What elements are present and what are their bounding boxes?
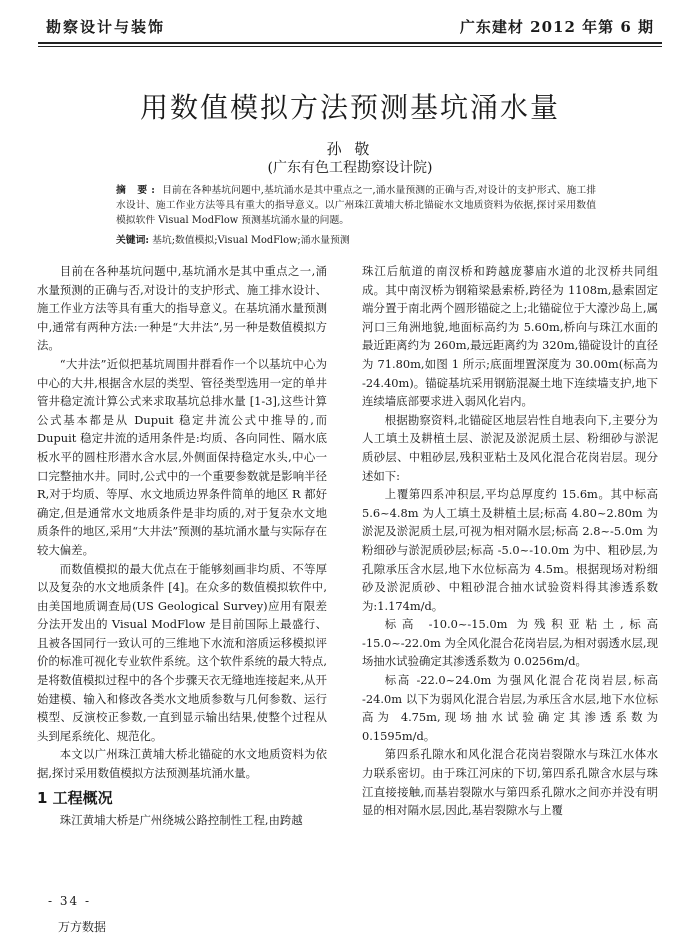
body-paragraph: 上覆第四系冲积层,平均总厚度约 15.6m。其中标高 5.6~4.8m 为人工填土及耕植土层;标高 4.80~2.80m 为淤泥及淤泥质土层,可视为相对隔水层;标高 2.8~-5.0m 为粉细砂与淤泥质砂层;标高 -5.0~-10.0m 为中、粗砂层,为孔隙承压含水层,地下水位标高为 4.5m。根据现场对粉细砂及淤泥质砂、中粗砂混合抽水试验资料得其渗透系数为:1.174m/d。	[362, 487, 658, 613]
page-number: - 34 -	[48, 894, 92, 908]
body-paragraph: 本文以广州珠江黄埔大桥北锚碇的水文地质资料为依据,探讨采用数值模拟方法预测基坑涌水量。	[37, 747, 327, 781]
header-rule-thin	[38, 46, 662, 47]
body-paragraph: 珠江黄埔大桥是广州绕城公路控制性工程,由跨越	[59, 813, 303, 828]
abstract	[116, 183, 596, 228]
abstract-label: 摘 要:	[116, 185, 159, 196]
body-paragraph: 目前在各种基坑问题中,基坑涌水是其中重点之一,涌水量预测的正确与否,对设计的支护形式、施工排水设计、施工作业方法等具有重大的指导意义。在基坑涌水量预测中,通常有两种方法:一种是“大井法”,另一种是数值模拟方法。	[37, 264, 327, 353]
header-section-title: 勘察设计与装饰	[46, 18, 166, 36]
body-paragraph: 标高 -10.0~-15.0m 为残积亚粘土,标高 -15.0~-22.0m 为全风化混合花岗岩层,为相对弱透水层,现场抽水试验确定其渗透系数为 0.0256m/d。	[362, 617, 658, 669]
section-heading: 1 工程概况	[37, 788, 113, 807]
abstract-text: 目前在各种基坑问题中,基坑涌水是其中重点之一,涌水量预测的正确与否,对设计的支护形式、施工排水设计、施工作业方法等具有重大的指导意义。以广州珠江黄埔大桥北锚碇水文地质资料为依据,探讨采用数值模拟软件 Visual ModFlow 预测基坑涌水量的问题。	[116, 185, 597, 226]
body-paragraph-continued: 珠江后航道的南汊桥和跨越庞蓼庙水道的北汊桥共同组成。其中南汊桥为钢箱梁悬索桥,跨径为 1108m,悬索固定端分置于南北两个圆形锚碇之上;北锚碇位于大濠沙岛上,属河口三角洲地貌,地面标高约为 5.60m,桥向与珠江水面的最近距离约为 260m,最远距离约为 320m,锚碇设计的直径为 71.80m,如图 1 所示;底面埋置深度为 30.00m(标高为 -24.40m)。锚碇基坑采用钢筋混凝土地下连续墙支护,地下连续墙底部要求进入弱风化岩内。	[362, 264, 658, 409]
body-column-left	[37, 262, 327, 830]
running-header	[38, 10, 662, 38]
article-author: 孙 敬	[326, 140, 374, 158]
body-paragraph: 而数值模拟的最大优点在于能够刻画非均质、不等厚以及复杂的水文地质条件 [4]。在众多的数值模拟软件中,由美国地质调查局(US Geological Survey)应用有限差分法开发出的 Visual ModFlow 是目前国际上最盛行、且被各国同行一致认可的三维地下水流和溶质运移模拟评价的标准可视化专业软件系统。这个软件系统的最大特点,是将数值模拟过程中的各个步骤天衣无缝地连接起来,从开始建模、输入和修改各类水文地质参数与几何参数、运行模型、反演校正参数,一直到显示输出结果,使整个过程从头到尾系统化、规范化。	[37, 561, 327, 743]
article-title: 用数值模拟方法预测基坑涌水量	[139, 91, 560, 124]
body-paragraph: 第四系孔隙水和风化混合花岗岩裂隙水与珠江水体水力联系密切。由于珠江河床的下切,第四系孔隙含水层与珠江直接接触,而基岩裂隙水与第四系孔隙水之间亦并没有明显的相对隔水层,因此,基岩裂隙水与上覆	[362, 747, 658, 818]
article-affiliation: (广东有色工程勘察设计院)	[267, 160, 433, 176]
keywords-label: 关键词:	[116, 235, 150, 246]
keywords-text: 基坑;数值模拟;Visual ModFlow;涌水量预测	[152, 235, 350, 246]
header-journal-issue: 广东建材 2012 年第 6 期	[459, 18, 654, 36]
body-paragraph: 根据勘察资料,北锚碇区地层岩性自地表向下,主要分为人工填土及耕植土层、淤泥及淤泥质土层、粉细砂与淤泥质砂层、中粗砂层,残积亚粘土及风化混合花岗岩层。现分述如下:	[362, 412, 658, 483]
source-watermark: 万方数据	[58, 920, 107, 934]
body-paragraph: “大井法”近似把基坑周围井群看作一个以基坑中心为中心的大井,根据含水层的类型、管径类型选用一定的单井管井稳定流计算公式来求取基坑总排水量 [1-3],这些计算公式基本都是从 Dupuit 稳定井流公式中推导的,而 Dupuit 稳定井流的适用条件是:均质、各向同性、隔水底板水平的圆柱形潜水含水层,外侧面保持稳定水头,中心一口完整抽水井。同时,公式中的一个重要参数就是影响半径 R,对于均质、等厚、水文地质边界条件简单的地区 R 都好确定,但是通常水文地质条件是非均质的,对于复杂水文地质条件的地区,采用“大井法”预测的基坑涌水量与实际存在较大偏差。	[37, 356, 328, 557]
header-rule	[38, 42, 662, 44]
body-paragraph: 标高 -22.0~24.0m 为强风化混合花岗岩层,标高 -24.0m 以下为弱风化混合岩层,为承压含水层,地下水位标高为 4.75m,现场抽水试验确定其渗透系数为 0.1595m/d。	[362, 673, 658, 743]
keywords	[116, 233, 596, 248]
body-column-right	[362, 262, 658, 820]
